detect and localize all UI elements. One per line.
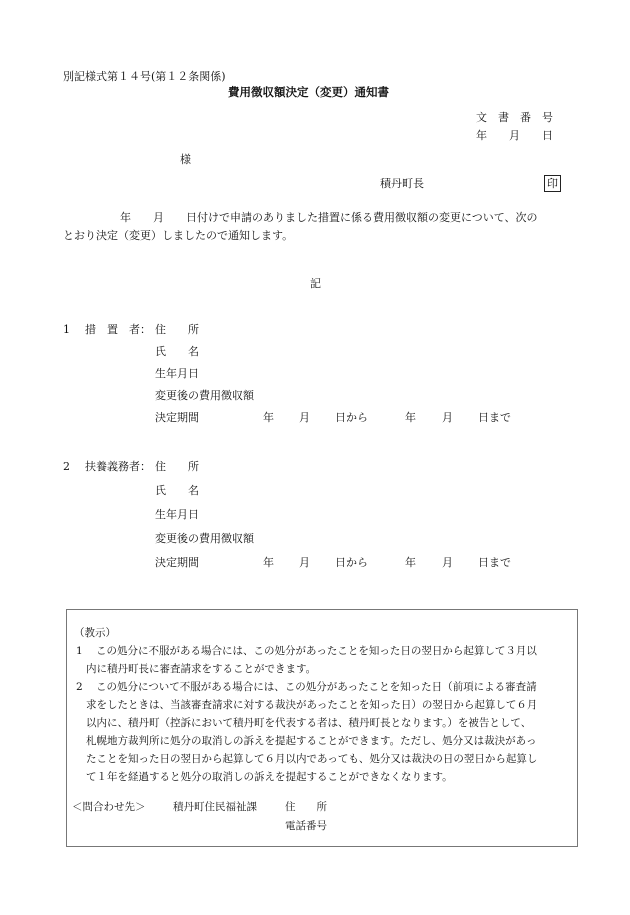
notice-item-2-line-5: たことを知った日の翌日から起算して６月以内であっても、処分又は裁決の日の翌日から起算し <box>86 753 538 765</box>
intro-line-1: 年 月 日付けで申請のありました措置に係る費用徴収額の変更について、次の <box>120 211 538 224</box>
section-2-amount-label: 変更後の費用徴収額 <box>155 532 254 545</box>
seal-mark <box>544 175 561 192</box>
section-2-period-label: 決定期間 <box>155 556 199 569</box>
section-1-to-year: 年 <box>405 411 416 424</box>
section-1-to-month: 月 <box>442 411 453 424</box>
notice-item-1-line-1: この処分に不服がある場合には、この処分があったことを知った日の翌日から起算して３月以 <box>96 645 537 657</box>
contact-department: 積丹町住民福祉課 <box>173 801 257 813</box>
section-1-from-day: 日から <box>335 411 368 424</box>
section-1-from-year: 年 <box>263 411 274 424</box>
section-2-number: 2 <box>63 460 70 473</box>
notice-heading: （教示） <box>74 627 116 639</box>
section-1-name-label: 氏 名 <box>155 345 199 358</box>
section-2-from-day: 日から <box>335 556 368 569</box>
section-2-birthdate-label: 生年月日 <box>155 508 199 521</box>
notice-item-2-line-3: 以内に、積丹町（控訴において積丹町を代表する者は、積丹町長となります。）を被告として、 <box>86 717 532 729</box>
section-1-to-day: 日まで <box>478 411 511 424</box>
section-1-birthdate-label: 生年月日 <box>155 367 199 380</box>
section-1-address-label: 住 所 <box>155 323 199 336</box>
form-number: 別記様式第１４号(第１２条関係) <box>63 70 226 83</box>
section-1-from-month: 月 <box>299 411 310 424</box>
section-2-heading: 扶養義務者： <box>85 460 151 473</box>
section-2-to-day: 日まで <box>478 556 511 569</box>
notice-item-2-number: 2 <box>76 681 83 693</box>
notice-item-2-line-4: 札幌地方裁判所に処分の取消しの訴えを提起することができます。ただし、処分又は裁決があっ <box>86 735 537 747</box>
addressee-suffix: 様 <box>180 153 191 166</box>
seal-text: 印 <box>544 175 561 192</box>
notice-item-1-number: 1 <box>76 645 83 657</box>
ki-heading: 記 <box>310 277 321 290</box>
notice-item-2-line-6: て１年を経過すると処分の取消しの訴えを提起することができなくなります。 <box>86 771 453 783</box>
intro-line-2: とおり決定（変更）しましたので通知します。 <box>63 229 294 242</box>
contact-label: ＜問合わせ先＞ <box>72 801 146 813</box>
document-title: 費用徴収額決定（変更）通知書 <box>228 85 389 99</box>
notice-item-2-line-2: 求をしたときは、当該審査請求に対する裁決があったことを知った日）の翌日から起算して６月 <box>86 699 538 711</box>
section-2-from-year: 年 <box>263 556 274 569</box>
section-2-name-label: 氏 名 <box>155 484 199 497</box>
contact-phone-label: 電話番号 <box>285 820 327 832</box>
section-2-to-month: 月 <box>442 556 453 569</box>
section-1-heading: 措 置 者： <box>85 323 151 336</box>
section-2-from-month: 月 <box>299 556 310 569</box>
section-1-amount-label: 変更後の費用徴収額 <box>155 389 254 402</box>
notice-box <box>66 609 578 847</box>
section-1-number: 1 <box>63 323 70 336</box>
issuer-name: 積丹町長 <box>380 177 424 190</box>
issue-date-label: 年 月 日 <box>476 129 553 142</box>
section-1-period-label: 決定期間 <box>155 411 199 424</box>
section-2-address-label: 住 所 <box>155 460 199 473</box>
notice-item-2-line-1: この処分について不服がある場合には、この処分があったことを知った日（前項による審査請 <box>96 681 537 693</box>
notice-item-1-line-2: 内に積丹町長に審査請求をすることができます。 <box>86 663 317 675</box>
contact-address-label: 住 所 <box>285 801 327 813</box>
section-2-to-year: 年 <box>405 556 416 569</box>
document-number-label: 文 書 番 号 <box>476 111 553 124</box>
